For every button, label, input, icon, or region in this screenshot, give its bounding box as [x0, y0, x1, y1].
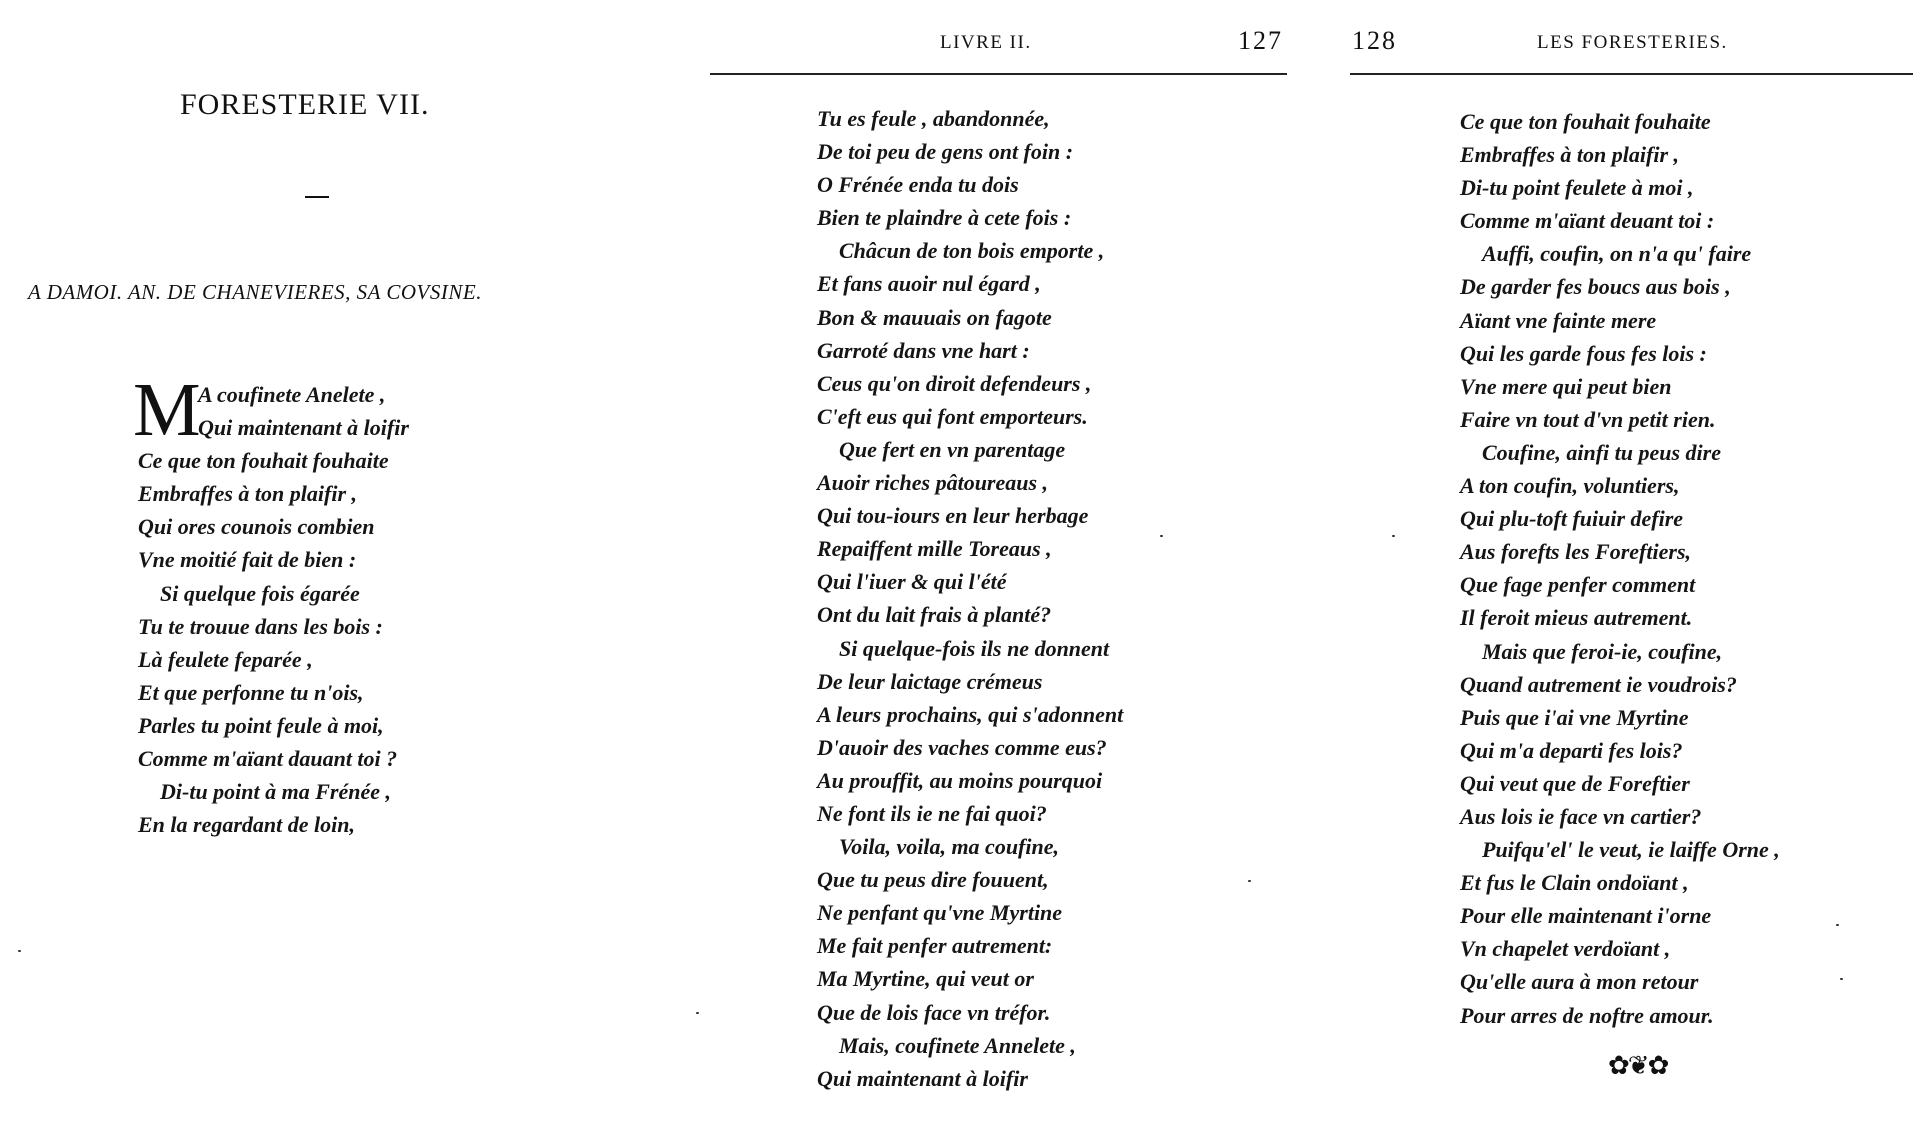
verse-line: Parles tu point feule à moi,	[138, 712, 384, 738]
verse-line: Qui tou-iours en leur herbage	[817, 503, 1089, 529]
verse-line: Tu te trouue dans les bois :	[138, 613, 383, 639]
verse-line: Que tu peus dire fouuent,	[817, 867, 1049, 893]
verse-line: Bon & mauuais on fagote	[817, 304, 1052, 330]
verse-line: Pour arres de noftre amour.	[1460, 1002, 1714, 1028]
page-number: 128	[1352, 26, 1397, 55]
verse-line: De toi peu de gens ont foin :	[817, 139, 1074, 165]
print-speck	[1160, 535, 1163, 537]
verse-line: Qui veut que de Foreftier	[1460, 770, 1690, 796]
dedication: A DAMOI. AN. DE CHANEVIERES, SA COVSINE.	[28, 280, 482, 304]
verse-line: Qui ores counois combien	[138, 514, 375, 540]
verse-line: Qui maintenant à loifir	[198, 415, 409, 441]
verse-line: Puis que i'ai vne Myrtine	[1460, 704, 1689, 730]
verse-line: C'eft eus qui font emporteurs.	[817, 403, 1088, 429]
page-number: 127	[1238, 26, 1283, 55]
left-page	[0, 0, 700, 1148]
verse-line: A ton coufin, voluntiers,	[1460, 473, 1680, 499]
verse-line: Si quelque fois égarée	[160, 580, 360, 606]
verse-line: Que de lois face vn tréfor.	[817, 999, 1051, 1025]
verse-line: Qui m'a departi fes lois?	[1460, 737, 1683, 763]
verse-line: De leur laictage crémeus	[817, 668, 1043, 694]
verse-line: Garroté dans vne hart :	[817, 337, 1030, 363]
verse-line: Ma Myrtine, qui veut or	[817, 966, 1034, 992]
verse-line: Coufine, ainfi tu peus dire	[1482, 439, 1721, 465]
verse-line: Repaiffent mille Toreaus ,	[817, 536, 1052, 562]
verse-line: Aus lois ie face vn cartier?	[1460, 803, 1702, 829]
verse-line: Mais, coufinete Annelete ,	[839, 1032, 1076, 1058]
verse-line: Aïant vne fainte mere	[1460, 307, 1657, 333]
poem-left	[138, 378, 409, 841]
header-rule	[710, 73, 1287, 75]
verse-line: Qui maintenant à loifir	[817, 1065, 1028, 1091]
verse-line: Embraffes à ton plaifir ,	[138, 481, 358, 507]
running-header: LES FORESTERIES.	[1537, 32, 1728, 53]
verse-line: Châcun de ton bois emporte ,	[839, 238, 1105, 264]
verse-line: Quand autrement ie voudrois?	[1460, 671, 1737, 697]
verse-line: Ce que ton fouhait fouhaite	[138, 448, 389, 474]
print-speck	[1248, 880, 1251, 882]
verse-line: Là feulete feparée ,	[138, 646, 313, 672]
verse-line: Et que perfonne tu n'ois,	[138, 679, 364, 705]
drop-cap: M	[133, 368, 201, 452]
title-separator	[305, 196, 329, 198]
verse-line: Pour elle maintenant i'orne	[1460, 903, 1712, 929]
verse-line: Comme m'aïant deuant toi :	[1460, 208, 1715, 234]
verse-line: Qui l'iuer & qui l'été	[817, 569, 1007, 595]
verse-line: Auoir riches pâtoureaus ,	[817, 470, 1049, 496]
print-speck	[18, 950, 21, 952]
header-rule	[1350, 73, 1913, 75]
right-page	[1330, 0, 1920, 1148]
verse-line: Vne moitié fait de bien :	[138, 547, 357, 573]
print-speck	[1836, 924, 1839, 926]
verse-line: Qu'elle aura à mon retour	[1460, 969, 1699, 995]
verse-line: Di-tu point feulete à moi ,	[1460, 175, 1694, 201]
verse-line: Vn chapelet verdoïant ,	[1460, 936, 1671, 962]
verse-line: A leurs prochains, qui s'adonnent	[817, 701, 1124, 727]
verse-line: Voila, voila, ma coufine,	[839, 834, 1059, 860]
verse-line: Qui plu-toft fuiuir defire	[1460, 506, 1684, 532]
verse-line: De garder fes boucs aus bois ,	[1460, 274, 1731, 300]
verse-line: Embraffes à ton plaifir ,	[1460, 142, 1680, 168]
verse-line: Auffi, coufin, on n'a qu' faire	[1482, 241, 1752, 267]
verse-line: Mais que feroi-ie, coufine,	[1482, 638, 1723, 664]
verse-line: Et fans auoir nul égard ,	[817, 271, 1041, 297]
middle-page	[700, 0, 1330, 1148]
print-speck	[1392, 535, 1395, 537]
verse-line: Ceus qu'on diroit defendeurs ,	[817, 370, 1092, 396]
verse-line: D'auoir des vaches comme eus?	[817, 734, 1107, 760]
verse-line: A coufinete Anelete ,	[198, 382, 386, 407]
verse-line: Tu es feule , abandonnée,	[817, 106, 1050, 131]
verse-line: Au prouffit, au moins pourquoi	[817, 767, 1103, 793]
verse-line: Bien te plaindre à cete fois :	[817, 205, 1072, 231]
verse-line: Di-tu point à ma Frénée ,	[160, 779, 392, 805]
verse-line: Comme m'aïant dauant toi ?	[138, 746, 398, 772]
verse-line: Qui les garde fous fes lois :	[1460, 340, 1707, 366]
verse-line: Aus forefts les Foreftiers,	[1460, 539, 1691, 565]
print-speck	[1840, 978, 1843, 980]
verse-line: Vne mere qui peut bien	[1460, 373, 1672, 399]
verse-line: Si quelque-fois ils ne donnent	[839, 635, 1110, 661]
poem-right	[1460, 105, 1780, 1032]
verse-line: Me fait penfer autrement:	[817, 933, 1053, 959]
fleuron-ornament-icon: ✿❦✿	[1608, 1051, 1668, 1081]
verse-line: Puifqu'el' le veut, ie laiffe Orne ,	[1482, 837, 1780, 863]
verse-line: Que fert en vn parentage	[839, 436, 1066, 462]
print-speck	[696, 1012, 699, 1014]
verse-line: Ne font ils ie ne fai quoi?	[817, 800, 1047, 826]
verse-line: En la regardant de loin,	[138, 812, 355, 838]
verse-line: Faire vn tout d'vn petit rien.	[1460, 406, 1716, 432]
page-title: FORESTERIE VII.	[180, 88, 430, 121]
verse-line: Et fus le Clain ondoïant ,	[1460, 870, 1689, 896]
verse-line: Ont du lait frais à planté?	[817, 602, 1052, 628]
verse-line: Ne penfant qu'vne Myrtine	[817, 900, 1063, 926]
verse-line: Il feroit mieus autrement.	[1460, 605, 1693, 631]
verse-line: Ce que ton fouhait fouhaite	[1460, 109, 1711, 134]
running-header: LIVRE II.	[940, 32, 1032, 53]
verse-line: O Frénée enda tu dois	[817, 172, 1019, 198]
poem-middle	[817, 102, 1123, 1095]
verse-line: Que fage penfer comment	[1460, 572, 1696, 598]
